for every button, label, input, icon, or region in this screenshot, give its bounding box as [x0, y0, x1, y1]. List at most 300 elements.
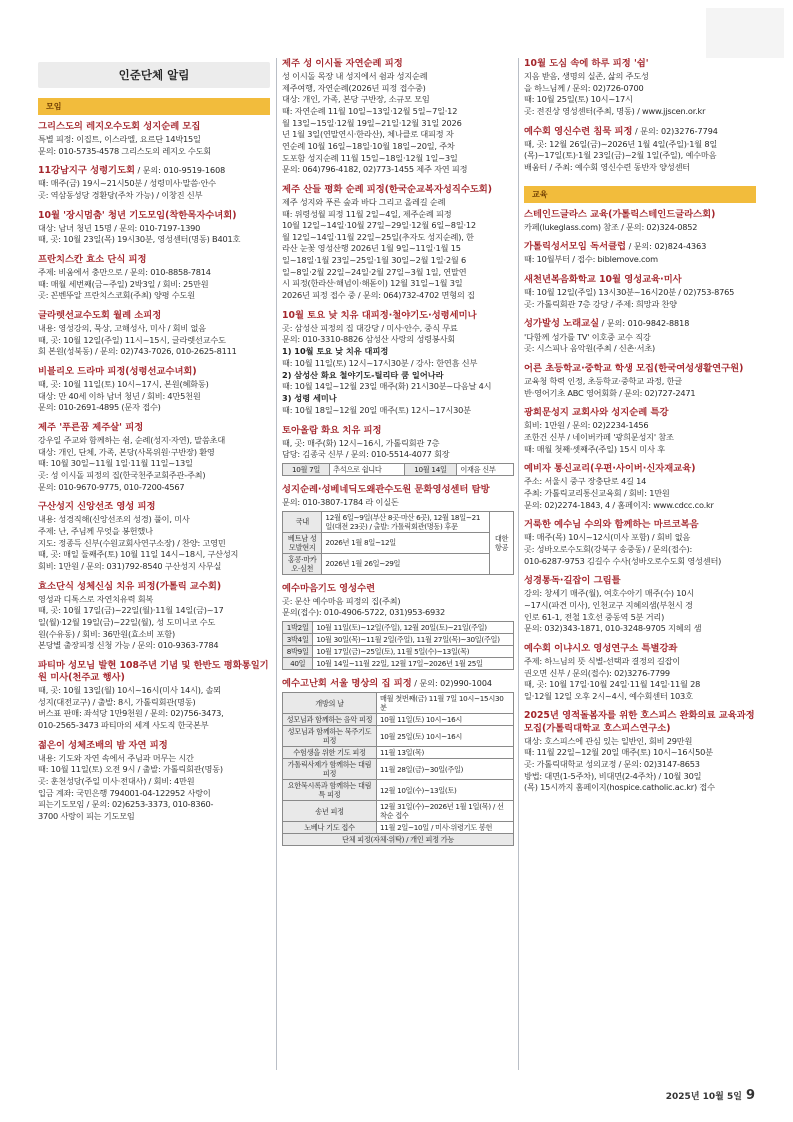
notice-line: 때: 매월 첫째·셋째주(주일) 15시 미사 후	[524, 443, 665, 454]
notice-item	[282, 310, 514, 417]
table-cell: 2026년 1월 8일~12일	[322, 532, 490, 553]
notice-line: 회비: 1만원 / 문의: 031)792-8540 구산성지 사무실	[38, 561, 222, 571]
notice-line: 영성과 디톡스로 자연치유력 회복	[38, 593, 154, 604]
notice-line: 권오면 신부 / 문의(접수): 02)3276-7799	[524, 667, 670, 678]
notice-body	[282, 197, 514, 302]
notice-line: 때: 10월 11일(토) 오전 9시 / 출발: 가톨릭회관(명동)	[38, 764, 223, 775]
notice-body	[38, 753, 270, 823]
table-row	[283, 759, 514, 780]
notice-title-text: 예수회 이냐시오 영성연구소 특별강좌	[524, 642, 678, 654]
table-cell: 10월 11일(토)~12일(주일), 12월 20일(토)~21일(주일)	[313, 622, 514, 634]
notice-item	[282, 58, 514, 176]
notice-title	[38, 165, 270, 177]
notice-line: 주제: 비움에서 충만으로 / 문의: 010-8858-7814	[38, 267, 211, 278]
notice-item	[524, 463, 756, 511]
page-number: 9	[745, 1088, 755, 1103]
notice-title-text: 2025년 영적돌봄자를 위한 호스피스 완화의료 교육과정 모집(가톨릭대학교 호스피스연구소)	[524, 710, 755, 734]
subitem-line: 때: 10월 18일~12월 20일 매주(토) 12시~17시30분	[282, 405, 471, 415]
notice-item	[282, 484, 514, 575]
notice-title	[524, 318, 756, 330]
notice-line: 때, 곳: 10월 17일(금)~22일(월)·11월 14일(금)~17	[38, 605, 224, 616]
notice-title-text: 광희문성지 교회사와 성지순례 특강	[524, 407, 669, 419]
notice-body	[38, 435, 270, 493]
notice-title	[38, 366, 270, 378]
education-list	[524, 209, 756, 794]
notice-item	[524, 274, 756, 310]
notice-line: 때, 곳: 10월 23일(목) 19시30분, 영성센터(명동) B401호	[38, 234, 241, 245]
notice-subitems	[282, 346, 514, 417]
notice-line: 2026년 피정 접수 중 / 문의: 064)732-4702 면형의 집	[282, 290, 475, 301]
notice-line: 주최: 가톨릭교리통신교육회 / 회비: 1만원	[524, 487, 670, 498]
table-cell: 홍콩·마카오·심천	[283, 553, 322, 574]
notice-line: 대상: 개인, 단체, 가족, 본당(사목위원·구반장) 환영	[38, 446, 215, 457]
notice-title	[524, 519, 756, 531]
notice-title-text: 어른 초등학교·중학교 학생 모집(한국여성생활연구원)	[524, 362, 744, 374]
notice-line: 원(수유동) / 회비: 36만원(효소비 포함)	[38, 628, 175, 639]
table-cell: 10월 7일	[283, 464, 330, 476]
notice-title	[524, 463, 756, 475]
notice-line: 대상: 남녀 청년 15명 / 문의: 010-7197-1390	[38, 222, 201, 233]
notice-item	[38, 740, 270, 823]
table-row	[283, 658, 514, 670]
notice-item	[38, 310, 270, 358]
notice-title-text: 그리스도의 레지오수도회 성지순례 모집	[38, 121, 201, 132]
table-cell: 12월 6일~9일(부산 8곳·마산 6곳), 12월 18일~21일(대전 23곳) / 출발: 가톨릭회관(명동) 후문	[322, 511, 490, 532]
notice-title-text: 구산성지 신앙선조 영성 피정	[38, 501, 156, 513]
page-footer	[666, 1088, 755, 1103]
notice-line: 문의: 010-3310-8826 삼성산 사랑의 성령봉사회	[282, 334, 455, 345]
table-cell: 12월 31일(수)~2026년 1월 1일(목) / 선착순 접수	[376, 801, 513, 822]
notice-line: 곳: 성바오로수도회(강북구 송중동) / 문의(접수):	[524, 543, 693, 554]
notice-line: 곳: 꼰벤뚜알 프란치스코회(주최) 양평 수도원	[38, 290, 195, 301]
notice-line: 곳: 가톨릭대학교 성의교정 / 문의: 02)3147-8653	[524, 758, 700, 769]
notice-line: 곳: 역삼동성당 경환당(주차 가능) / 이창진 신부	[38, 190, 203, 201]
column-2	[282, 58, 514, 854]
notice-body	[38, 267, 270, 302]
notice-title: 성지순례·성베네딕도왜관수도원 문화영성센터 탐방	[282, 484, 490, 495]
section-tab-meeting: 모임	[38, 98, 270, 115]
table-cell: 10월 17일(금)~25일(토), 11월 5일(수)~13일(목)	[313, 646, 514, 658]
notice-title-extra: / 문의: 010-9519-1608	[135, 166, 226, 176]
notice-line: 교육청 학력 인정, 초등학교·중학교 과정, 한글	[524, 375, 682, 386]
notice-body	[38, 379, 270, 414]
subitem-line: 때: 10월 11일(토) 12시~17시30분 / 강사: 한연흠 신부	[282, 357, 478, 368]
notice-title	[524, 126, 756, 138]
notice-title	[524, 274, 756, 286]
notice-title-text: 프란치스칸 효소 단식 피정	[38, 254, 147, 266]
notice-line: 때, 곳: 매주(화) 12시~16시, 가톨릭회관 7층	[282, 437, 440, 448]
notice-line: 성지(대전교구) / 출발: 8시, 가톨릭회관(명동)	[38, 696, 196, 707]
notice-table	[282, 511, 514, 575]
notice-line: 특별 피정: 이집트, 이스라엘, 요르단 14박15일	[38, 134, 201, 145]
notice-title: 토아올람 화요 치유 피정	[282, 424, 382, 436]
notice-line: 때, 곳: 12월 26일(금)~2026년 1월 4일(주일)·1월 8일	[524, 138, 718, 149]
notice-item	[38, 165, 270, 201]
notice-line: 때, 곳: 10월 17일·10월 24일·11월 14일·11월 28	[524, 679, 701, 690]
notice-line: 성 이시돌 목장 내 성지에서 쉼과 성지순례	[282, 71, 428, 82]
notice-line: 일~18일·1월 23일~25일·1월 30일~2월 1일·2월 6	[282, 255, 467, 266]
table-row	[283, 532, 514, 553]
notice-title-extra: / 문의: 02)3276-7794	[632, 126, 718, 136]
table-cell: 10월 14일	[404, 464, 457, 476]
notice-title	[38, 660, 270, 684]
notice-item	[282, 184, 514, 302]
table-cell: 이재음 신부	[457, 464, 514, 476]
notice-title	[38, 121, 270, 133]
notice-line: 월 12일~14일·11월 22일~25일(추자도 성지순례), 한	[282, 231, 474, 242]
notice-line: 때: 10월부터 / 접수: biblemove.com	[524, 254, 658, 265]
notice-line: 일(월)·12월 19일(금)~22일(월), 성 도미니코 수도	[38, 617, 216, 627]
notice-body	[524, 332, 756, 355]
table-cell: 매월 첫번째(금) 11월 7일 10시~15시30분	[376, 693, 513, 714]
notice-table	[282, 463, 514, 476]
notice-item	[38, 254, 270, 302]
subitem-line: 때: 10월 14일~12월 23일 매주(화) 21시30분~다음날 4시	[282, 381, 492, 392]
notice-line: 곳: 시스피나 음악원(주최 / 신촌·서초)	[524, 343, 656, 354]
notice-item	[38, 422, 270, 493]
notice-line: 문의: 064)796-4182, 02)773-1455 제주 자연 피정	[282, 164, 468, 175]
notice-body	[38, 594, 270, 652]
issue-date: 2025년 10월 5일	[665, 1092, 742, 1102]
column-3	[524, 58, 756, 802]
table-cell: 8박9일	[283, 646, 313, 658]
notice-item	[524, 318, 756, 354]
notice-body	[524, 476, 756, 511]
notice-line: 문의: 010-9670-9775, 010-7200-4567	[38, 481, 185, 492]
notice-line: 때: 위령성월 피정 11월 2일~4일, 제주순례 피정	[282, 208, 452, 219]
notice-title-text: 비블리오 드라마 피정(성령선교수녀회)	[38, 366, 197, 378]
notice-item	[282, 425, 514, 476]
notice-line: 문의: 010-2691-4895 (문자 접수)	[38, 402, 161, 413]
notice-line: 10월 12일~14일·10월 27일~29일·12월 6일~8일·12	[282, 220, 476, 231]
table-cell: 11월 28일(금)~30일(주일)	[376, 759, 513, 780]
notice-title	[524, 209, 756, 221]
notice-body	[524, 287, 756, 310]
table-row	[283, 834, 514, 846]
notice-title	[38, 740, 270, 752]
notice-line: 때, 곳: 10월 12일(주일) 11시~15시, 글라렛선교수도	[38, 334, 226, 345]
notice-list	[524, 58, 756, 174]
notice-table	[282, 621, 514, 670]
notice-item	[524, 407, 756, 455]
notice-body	[38, 223, 270, 246]
notice-line: 을 하느님께 / 문의: 02)726-0700	[524, 82, 644, 93]
notice-item	[38, 210, 270, 246]
notice-title	[38, 310, 270, 322]
notice-title	[524, 58, 756, 70]
notice-item	[38, 660, 270, 732]
notice-line: 강우일 주교와 함께하는 쉼, 순례(성지·자연), 말씀초대	[38, 435, 226, 446]
notice-item	[524, 575, 756, 635]
notice-body	[38, 134, 270, 157]
notice-body	[524, 254, 756, 266]
notice-table	[282, 692, 514, 846]
notice-line: 년 1월 3일(연말연시·한라산), 체나클로 대피정 자	[282, 129, 454, 140]
table-cell: 11월 2일~10일 / 미사·위령기도 봉헌	[376, 822, 513, 834]
notice-line: 담당: 김종국 신부 / 문의: 010-5514-4077 회장	[282, 449, 450, 460]
notice-body	[38, 514, 270, 572]
notice-title-text: 글라렛선교수도회 월례 소피정	[38, 310, 162, 322]
notice-item	[524, 363, 756, 399]
notice-title	[524, 710, 756, 734]
notice-title-text: 예수회 영신수련 침묵 피정	[524, 125, 633, 137]
notice-title	[524, 241, 756, 253]
notice-body	[282, 438, 514, 461]
notice-body	[524, 656, 756, 703]
column-1	[38, 62, 270, 831]
notice-title-text: 효소단식 성체신심 치유 피정(가톨릭 교수회)	[38, 580, 222, 592]
notice-title-text: 성가발성 노래교실	[524, 318, 600, 330]
notice-line: 조한건 신부 / 네이버카페 '광희문성지' 참조	[524, 431, 674, 442]
notice-line: 때, 곳: 10월 11일(토) 10시~17시, 본원(혜화동)	[38, 379, 209, 390]
notice-line: 때, 곳: 매일 둘째주(토) 10월 11일 14시~18시, 구산성지	[38, 549, 239, 560]
notice-item	[38, 501, 270, 572]
notice-title: 제주 성 이시돌 자연순례 피정	[282, 58, 403, 69]
notice-title-text: 성경통독·길잡이 그림틀	[524, 575, 621, 587]
notice-item	[524, 58, 756, 118]
notice-line: '다함께 성가를 TV' 이호중 교수 직강	[524, 331, 651, 342]
table-cell: 가톨릭사제가 함께하는 대림 피정	[283, 759, 377, 780]
notice-line: 인로 61-1, 전철 1호선 중동역 5분 거리)	[524, 611, 665, 622]
notice-title-text: 젊은이 성체조배의 밤 자연 피정	[38, 739, 168, 751]
table-cell: 단체 피정(자체·위탁) / 개인 피정 가능	[283, 834, 514, 846]
notice-line: 문의: 02)2274-1843, 4 / 홈페이지: www.cdcc.co.kr	[524, 499, 714, 510]
notice-line: 곳: 훈천성당(주일 미사·전대사) / 회비: 4만원	[38, 776, 195, 786]
notice-line: 곳: 문산 예수마음 피정의 집(주최)	[282, 595, 401, 606]
notice-title	[38, 501, 270, 513]
notice-line: 제주 성지와 푸른 숲과 바다 그리고 올레길 순례	[282, 196, 446, 207]
notice-line: 대상: 호스피스에 관심 있는 일반인, 회비 29만원	[524, 735, 693, 746]
notice-body	[38, 323, 270, 358]
notice-item	[38, 121, 270, 157]
notice-title-text: 11강남지구 성령기도회	[38, 165, 136, 177]
notice-body	[38, 178, 270, 201]
table-cell: 요한묵시록과 함께하는 대림특 피정	[283, 780, 377, 801]
notice-line: 주소: 서울시 중구 장충단로 4길 14	[524, 476, 647, 487]
notice-line: 문의(접수): 010-4906-5722, 031)953-6932	[282, 607, 446, 618]
notice-body	[524, 139, 756, 174]
notice-line: 내용: 성경직해(신앙선조의 성경) 풀이, 미사	[38, 514, 190, 525]
notice-line: 입금 계좌: 국민은행 794001-04-122952 사랑이	[38, 787, 211, 798]
column-divider	[518, 58, 519, 1070]
table-cell: 10월 30일(목)~11월 2일(주일), 11월 27일(목)~30일(주일)	[313, 634, 514, 646]
subitem-heading: 3) 성령 세미나	[282, 393, 337, 404]
table-row	[283, 511, 514, 532]
notice-body	[282, 71, 514, 176]
notice-line: 제주여행, 자연순례(2026년 피정 접수중)	[282, 82, 426, 93]
notice-line: 배움터 / 주최: 예수회 영신수련 동반자 양성센터	[524, 162, 691, 172]
table-cell: 추석으로 쉽니다	[330, 464, 404, 476]
notice-item	[38, 366, 270, 414]
notice-line: 때: 10월 12일(주일) 13시30분~16시20분 / 02)753-8765	[524, 287, 735, 298]
notice-body	[524, 420, 756, 455]
notice-line: 강의: 창세기 매주(월), 여호수아기 매주(수) 10시	[524, 588, 695, 599]
notice-item	[524, 519, 756, 567]
notice-body	[282, 497, 514, 509]
table-cell: 2026년 1월 26일~29일	[322, 553, 490, 574]
table-row	[283, 634, 514, 646]
notice-title-text: 10월 도심 속에 하루 피정 '쉼'	[524, 58, 649, 69]
notice-line: 때: 10월 25일(토) 10시~17시	[524, 94, 633, 105]
section-tab-education: 교육	[524, 186, 756, 203]
notice-line: 곳: 가톨릭회관 7층 강당 / 주제: 희망과 찬양	[524, 298, 677, 309]
notice-line: 주제: 하느님의 뜻 식별-선택과 결정의 길잡이	[524, 655, 681, 666]
table-row	[283, 801, 514, 822]
notice-title-extra: / 문의: 02)824-4363	[626, 242, 707, 252]
notice-line: 곳: 삼성산 피정의 집 대강당 / 미사·안수, 중식 무료	[282, 322, 458, 333]
table-row	[283, 553, 514, 574]
notice-line: 문의: 032)343-1871, 010-3248-9705 지혜의 샘	[524, 623, 702, 634]
notice-line: 때: 매주(금) 19시~21시50분 / 성령미사·말씀·안수	[38, 178, 216, 189]
notice-line: 때: 매주(목) 10시~12시(미사 포함) / 회비 없음	[524, 532, 691, 543]
notice-line: 피는기도모임 / 문의: 02)6253-3373, 010-8360-	[38, 799, 214, 810]
notice-item	[524, 126, 756, 174]
column-divider	[276, 58, 277, 1070]
table-cell: 10월 14일~11월 22일, 12월 17일~2026년 1월 25일	[313, 658, 514, 670]
table-cell: 40일	[283, 658, 313, 670]
notice-body	[38, 685, 270, 732]
notice-line: 월 13일~15일·12월 19일~21일·12월 31일 2026	[282, 117, 462, 128]
notice-line: 회 본원(성북동) / 문의: 02)743-7026, 010-2625-8111	[38, 346, 237, 357]
notice-line: 곳: 성 이시돌 피정의 집(한국천주교회주관-주최)	[38, 470, 206, 481]
notice-title-text: 파티마 성모님 발현 108주년 기념 및 한반도 평화통일기원 미사(천주교 행사)	[38, 659, 269, 683]
notice-title: 예수고난회 서울 명상의 집 피정 / 문의: 02)990-1004	[282, 678, 492, 690]
notice-title-text: 새천년복음화학교 10월 영성교육·미사	[524, 274, 682, 286]
notice-line: 내용: 기도와 자연 속에서 주님과 머무는 시간	[38, 752, 194, 763]
notice-title	[38, 254, 270, 266]
notice-line: 반·영어기초 ABC 영어회화 / 문의: 02)727-2471	[524, 387, 696, 398]
table-row	[283, 714, 514, 726]
notice-line: (목) 15시까지 홈페이지(hospice.catholic.ac.kr) 접수	[524, 782, 715, 793]
notice-body	[524, 588, 756, 635]
notice-line: 라산 눈꽃 영성산행 2026년 1월 9일~11일·1월 15	[282, 243, 461, 254]
table-cell: 대한항공	[490, 511, 514, 574]
notice-title	[524, 643, 756, 655]
table-cell: 개방의 날	[283, 693, 377, 714]
table-cell: 수험생을 위한 기도 피정	[283, 747, 377, 759]
notice-title: 예수마음기도 영성수련	[282, 582, 376, 594]
table-row	[283, 622, 514, 634]
notice-line: 때, 곳: 10월 13일(월) 10시~16시(미사 14시), 솔뫼	[38, 685, 222, 696]
notice-title	[38, 210, 270, 222]
table-cell: 12월 10일(수)~13일(토)	[376, 780, 513, 801]
notice-title	[524, 363, 756, 375]
table-row	[283, 646, 514, 658]
notice-line: 때: 10월 30일~11월 1일·11월 11일~13일	[38, 458, 193, 469]
notice-line: 대상: 개인, 가족, 본당 구반장, 소규모 모임	[282, 94, 430, 105]
notice-body	[524, 532, 756, 567]
notice-line: 지도: 정종득 신부(수원교회사연구소장) / 찬양: 고영민	[38, 537, 226, 548]
table-cell: 10월 25일(토) 10시~16시	[376, 726, 513, 747]
table-row	[283, 693, 514, 714]
subitem-heading: 1) 10월 토요 낮 치유 대피정	[282, 346, 389, 357]
notice-body	[524, 71, 756, 118]
notice-line: 시 피정(한라산·해넘이·해돋이) 12월 31일~1월 3일	[282, 278, 463, 289]
corner-blank	[706, 8, 784, 58]
notice-item	[524, 241, 756, 266]
page-header-title: 인준단체 알림	[38, 62, 270, 88]
notice-title: 제주 산들 평화 순례 피정(한국순교복자성직수도회)	[282, 183, 493, 195]
notice-body	[524, 736, 756, 794]
notice-line: ~17시(파견 미사), 인천교구 지혜의샘(부천시 경	[524, 599, 693, 610]
notice-item	[38, 581, 270, 652]
notice-line: 일~8일·2월 22일~24일·2월 27일~3월 1일, 연말연	[282, 266, 467, 277]
notice-title	[38, 422, 270, 434]
notice-title: 10월 토요 낮 치유 대피정·철야기도·성령세미나	[282, 309, 477, 321]
notice-body	[524, 222, 756, 234]
table-cell: 베트남 성모발현지	[283, 532, 322, 553]
subitem-heading: 2) 삼성산 화요 철야기도-틸리타 쿰 일어나라	[282, 369, 444, 380]
notice-title-text: 예비자 통신교리(우편·사이버·신자재교육)	[524, 463, 696, 475]
notice-line: 본당별 출장피정 신청 가능 / 문의: 010-9363-7784	[38, 640, 219, 651]
notice-item	[524, 643, 756, 703]
table-cell: 성모님과 함께하는 묵주기도 피정	[283, 726, 377, 747]
notice-item	[524, 209, 756, 234]
notice-body	[282, 596, 514, 619]
table-cell: 1박2일	[283, 622, 313, 634]
notice-item	[282, 678, 514, 846]
notice-title-text: 스테인드글라스 교육(가톨릭스테인드글라스회)	[524, 208, 716, 220]
notice-line: 주제: 난, 주님께 무엇을 봉헌했나	[38, 526, 153, 537]
notice-item	[282, 583, 514, 670]
notice-line: 곳: 전진상 영성센터(주최, 명동) / www.jjscen.or.kr	[524, 106, 706, 116]
notice-line: 회비: 1만원 / 문의: 02)2234-1456	[524, 420, 649, 431]
notice-line: 버스표 판매: 좌석당 1만9천원 / 문의: 02)756-3473,	[38, 708, 224, 719]
notice-line: 방법: 대면(1-5주차), 비대면(2-4주차) / 10월 30일	[524, 770, 702, 781]
notice-title	[38, 581, 270, 593]
table-row	[283, 822, 514, 834]
notice-line: 지음 받음, 생명의 실존, 삶의 주도성	[524, 71, 649, 82]
table-cell: 노베나 기도 접수	[283, 822, 377, 834]
table-cell: 국내	[283, 511, 322, 532]
notice-line: 010-6287-9753 김길수 수사(성바오로수도회 영성센터)	[524, 555, 722, 566]
notice-line: 도포함 성지순례 11월 15일~18일·12월 1일~3일	[282, 152, 458, 163]
table-cell: 성모님과 함께하는 음악 피정	[283, 714, 377, 726]
table-row	[283, 780, 514, 801]
notice-line: 010-2565-3473 파티마의 세계 사도직 한국본부	[38, 720, 209, 730]
notice-title	[524, 575, 756, 587]
meeting-list	[38, 121, 270, 823]
notice-line: 카페(lukeglass.com) 참조 / 문의: 02)324-0852	[524, 221, 698, 232]
notice-title-text: 거룩한 예수님 수의와 함께하는 마르코복음	[524, 519, 699, 531]
notice-line: 때: 11월 22일~12월 20일 매주(토) 10시~16시50분	[524, 747, 713, 758]
table-cell: 송년 피정	[283, 801, 377, 822]
notice-item	[524, 710, 756, 793]
notice-line: 내용: 영성강의, 묵상, 고해성사, 미사 / 회비 없음	[38, 323, 206, 334]
notice-line: 문의: 010-5735-4578 그리스도의 레지오 수도회	[38, 145, 211, 156]
notice-title-text: 10월 '장시멈춤' 청년 기도모임(착한목자수녀회)	[38, 209, 237, 221]
notice-line: 때: 자연순례 11월 10일~13일·12월 5일~7일·12	[282, 106, 458, 116]
notice-title	[524, 407, 756, 419]
notice-line: 3700 사랑이 피는 기도모임	[38, 810, 135, 821]
table-cell: 3박4일	[283, 634, 313, 646]
notice-body	[282, 323, 514, 346]
notice-line: (목)~17일(토)·1월 23일(금)~2월 1일(주일), 예수마음	[524, 150, 717, 161]
notice-title-text: 제주 '푸른꿈 제주살' 피정	[38, 422, 144, 434]
notice-line: 대상: 만 40세 이하 남녀 청년 / 회비: 4만5천원	[38, 390, 201, 401]
notice-body	[524, 376, 756, 399]
notice-title-text: 가톨릭성서모임 독서클럽	[524, 241, 627, 253]
notice-line: 연순례 10월 16일~18일·10월 18일~20일, 주차	[282, 140, 455, 151]
table-cell: 11월 13일(목)	[376, 747, 513, 759]
notice-line: 때: 매월 세번째(금~주일) 2박3일 / 회비: 25만원	[38, 278, 209, 289]
table-cell: 10월 11일(토) 10시~16시	[376, 714, 513, 726]
table-row	[283, 747, 514, 759]
notice-line: 일·12월 12일 오후 2시~4시, 예수회센터 103호	[524, 690, 693, 701]
table-row	[283, 726, 514, 747]
notice-title-extra: / 문의: 010-9842-8818	[599, 319, 690, 329]
notice-line: 문의: 010-3807-1784 라 이실돈	[282, 497, 399, 508]
